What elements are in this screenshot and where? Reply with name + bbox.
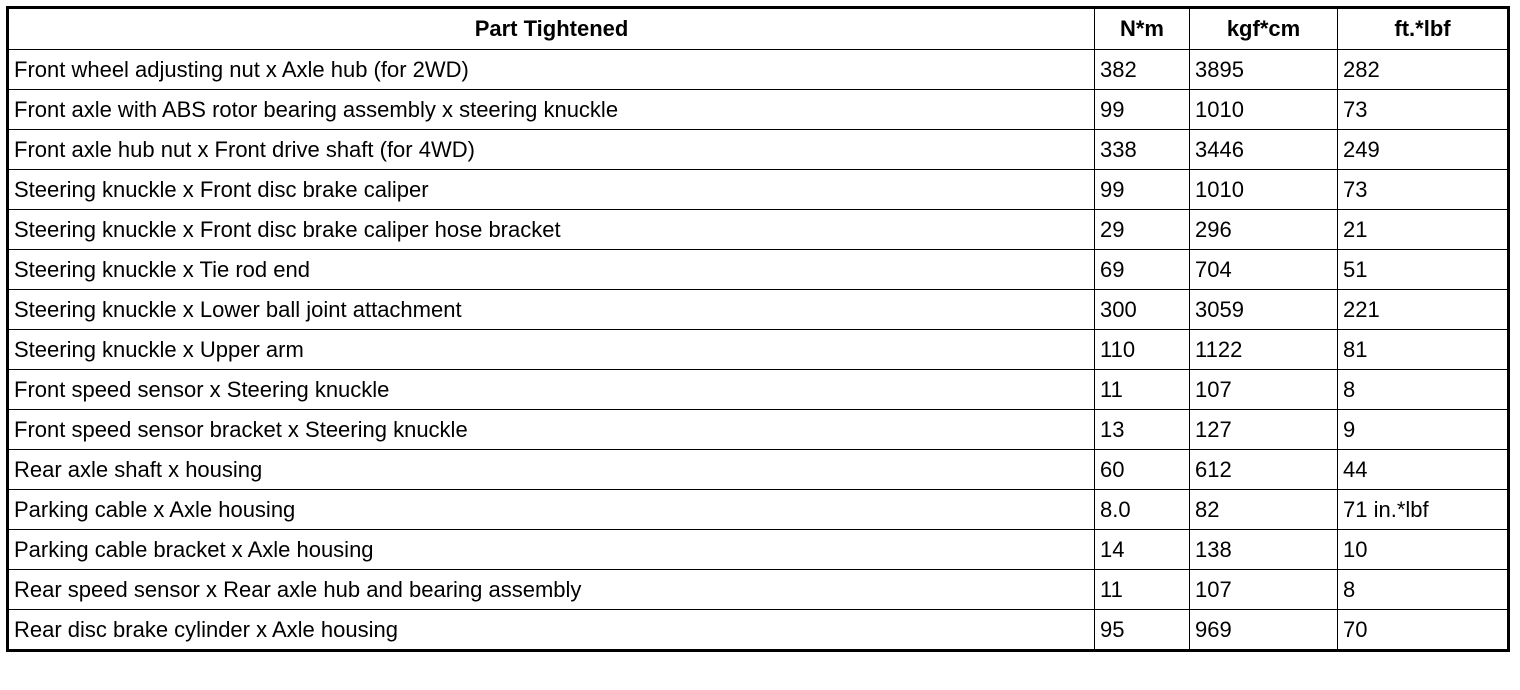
cell-part: Front axle hub nut x Front drive shaft (for 4WD) bbox=[8, 130, 1095, 170]
cell-kgf-cm: 138 bbox=[1190, 530, 1338, 570]
table-row bbox=[8, 90, 1509, 130]
cell-kgf-cm: 612 bbox=[1190, 450, 1338, 490]
cell-ft-lbf: 282 bbox=[1338, 50, 1509, 90]
cell-kgf-cm: 107 bbox=[1190, 370, 1338, 410]
table-row bbox=[8, 570, 1509, 610]
table-row bbox=[8, 530, 1509, 570]
cell-nm: 382 bbox=[1095, 50, 1190, 90]
cell-ft-lbf: 51 bbox=[1338, 250, 1509, 290]
cell-part: Front speed sensor bracket x Steering knuckle bbox=[8, 410, 1095, 450]
table-row bbox=[8, 50, 1509, 90]
cell-ft-lbf: 10 bbox=[1338, 530, 1509, 570]
cell-kgf-cm: 1010 bbox=[1190, 170, 1338, 210]
cell-kgf-cm: 1010 bbox=[1190, 90, 1338, 130]
cell-ft-lbf: 8 bbox=[1338, 370, 1509, 410]
cell-nm: 14 bbox=[1095, 530, 1190, 570]
cell-ft-lbf: 249 bbox=[1338, 130, 1509, 170]
cell-ft-lbf: 70 bbox=[1338, 610, 1509, 651]
cell-kgf-cm: 3895 bbox=[1190, 50, 1338, 90]
table-row bbox=[8, 210, 1509, 250]
cell-kgf-cm: 296 bbox=[1190, 210, 1338, 250]
cell-nm: 69 bbox=[1095, 250, 1190, 290]
cell-ft-lbf: 73 bbox=[1338, 170, 1509, 210]
header-newton-meter: N*m bbox=[1095, 8, 1190, 50]
table-row bbox=[8, 610, 1509, 651]
cell-nm: 11 bbox=[1095, 370, 1190, 410]
cell-part: Steering knuckle x Upper arm bbox=[8, 330, 1095, 370]
cell-ft-lbf: 21 bbox=[1338, 210, 1509, 250]
header-kgf-cm: kgf*cm bbox=[1190, 8, 1338, 50]
cell-part: Steering knuckle x Lower ball joint attachment bbox=[8, 290, 1095, 330]
cell-ft-lbf: 8 bbox=[1338, 570, 1509, 610]
cell-nm: 99 bbox=[1095, 90, 1190, 130]
table-row bbox=[8, 170, 1509, 210]
cell-nm: 95 bbox=[1095, 610, 1190, 651]
cell-kgf-cm: 3059 bbox=[1190, 290, 1338, 330]
header-part-tightened: Part Tightened bbox=[8, 8, 1095, 50]
cell-kgf-cm: 704 bbox=[1190, 250, 1338, 290]
cell-part: Front wheel adjusting nut x Axle hub (for 2WD) bbox=[8, 50, 1095, 90]
cell-nm: 338 bbox=[1095, 130, 1190, 170]
table-row bbox=[8, 490, 1509, 530]
table-row bbox=[8, 370, 1509, 410]
cell-part: Rear disc brake cylinder x Axle housing bbox=[8, 610, 1095, 651]
header-ft-lbf: ft.*lbf bbox=[1338, 8, 1509, 50]
cell-kgf-cm: 969 bbox=[1190, 610, 1338, 651]
cell-nm: 11 bbox=[1095, 570, 1190, 610]
cell-nm: 99 bbox=[1095, 170, 1190, 210]
cell-ft-lbf: 71 in.*lbf bbox=[1338, 490, 1509, 530]
table-row bbox=[8, 290, 1509, 330]
cell-part: Parking cable x Axle housing bbox=[8, 490, 1095, 530]
cell-kgf-cm: 107 bbox=[1190, 570, 1338, 610]
cell-part: Steering knuckle x Front disc brake caliper hose bracket bbox=[8, 210, 1095, 250]
cell-part: Rear axle shaft x housing bbox=[8, 450, 1095, 490]
cell-part: Rear speed sensor x Rear axle hub and bearing assembly bbox=[8, 570, 1095, 610]
cell-part: Front axle with ABS rotor bearing assembly x steering knuckle bbox=[8, 90, 1095, 130]
table-row bbox=[8, 450, 1509, 490]
cell-nm: 13 bbox=[1095, 410, 1190, 450]
torque-specification-table bbox=[6, 6, 1510, 652]
cell-nm: 110 bbox=[1095, 330, 1190, 370]
cell-part: Front speed sensor x Steering knuckle bbox=[8, 370, 1095, 410]
cell-part: Parking cable bracket x Axle housing bbox=[8, 530, 1095, 570]
cell-ft-lbf: 81 bbox=[1338, 330, 1509, 370]
cell-kgf-cm: 3446 bbox=[1190, 130, 1338, 170]
table-row bbox=[8, 250, 1509, 290]
cell-kgf-cm: 1122 bbox=[1190, 330, 1338, 370]
cell-kgf-cm: 127 bbox=[1190, 410, 1338, 450]
table-row bbox=[8, 410, 1509, 450]
cell-nm: 29 bbox=[1095, 210, 1190, 250]
cell-ft-lbf: 44 bbox=[1338, 450, 1509, 490]
cell-nm: 8.0 bbox=[1095, 490, 1190, 530]
cell-kgf-cm: 82 bbox=[1190, 490, 1338, 530]
table-row bbox=[8, 130, 1509, 170]
table-row bbox=[8, 330, 1509, 370]
cell-ft-lbf: 9 bbox=[1338, 410, 1509, 450]
cell-nm: 60 bbox=[1095, 450, 1190, 490]
cell-part: Steering knuckle x Front disc brake caliper bbox=[8, 170, 1095, 210]
cell-ft-lbf: 73 bbox=[1338, 90, 1509, 130]
table-header-row bbox=[8, 8, 1509, 50]
cell-part: Steering knuckle x Tie rod end bbox=[8, 250, 1095, 290]
cell-ft-lbf: 221 bbox=[1338, 290, 1509, 330]
cell-nm: 300 bbox=[1095, 290, 1190, 330]
